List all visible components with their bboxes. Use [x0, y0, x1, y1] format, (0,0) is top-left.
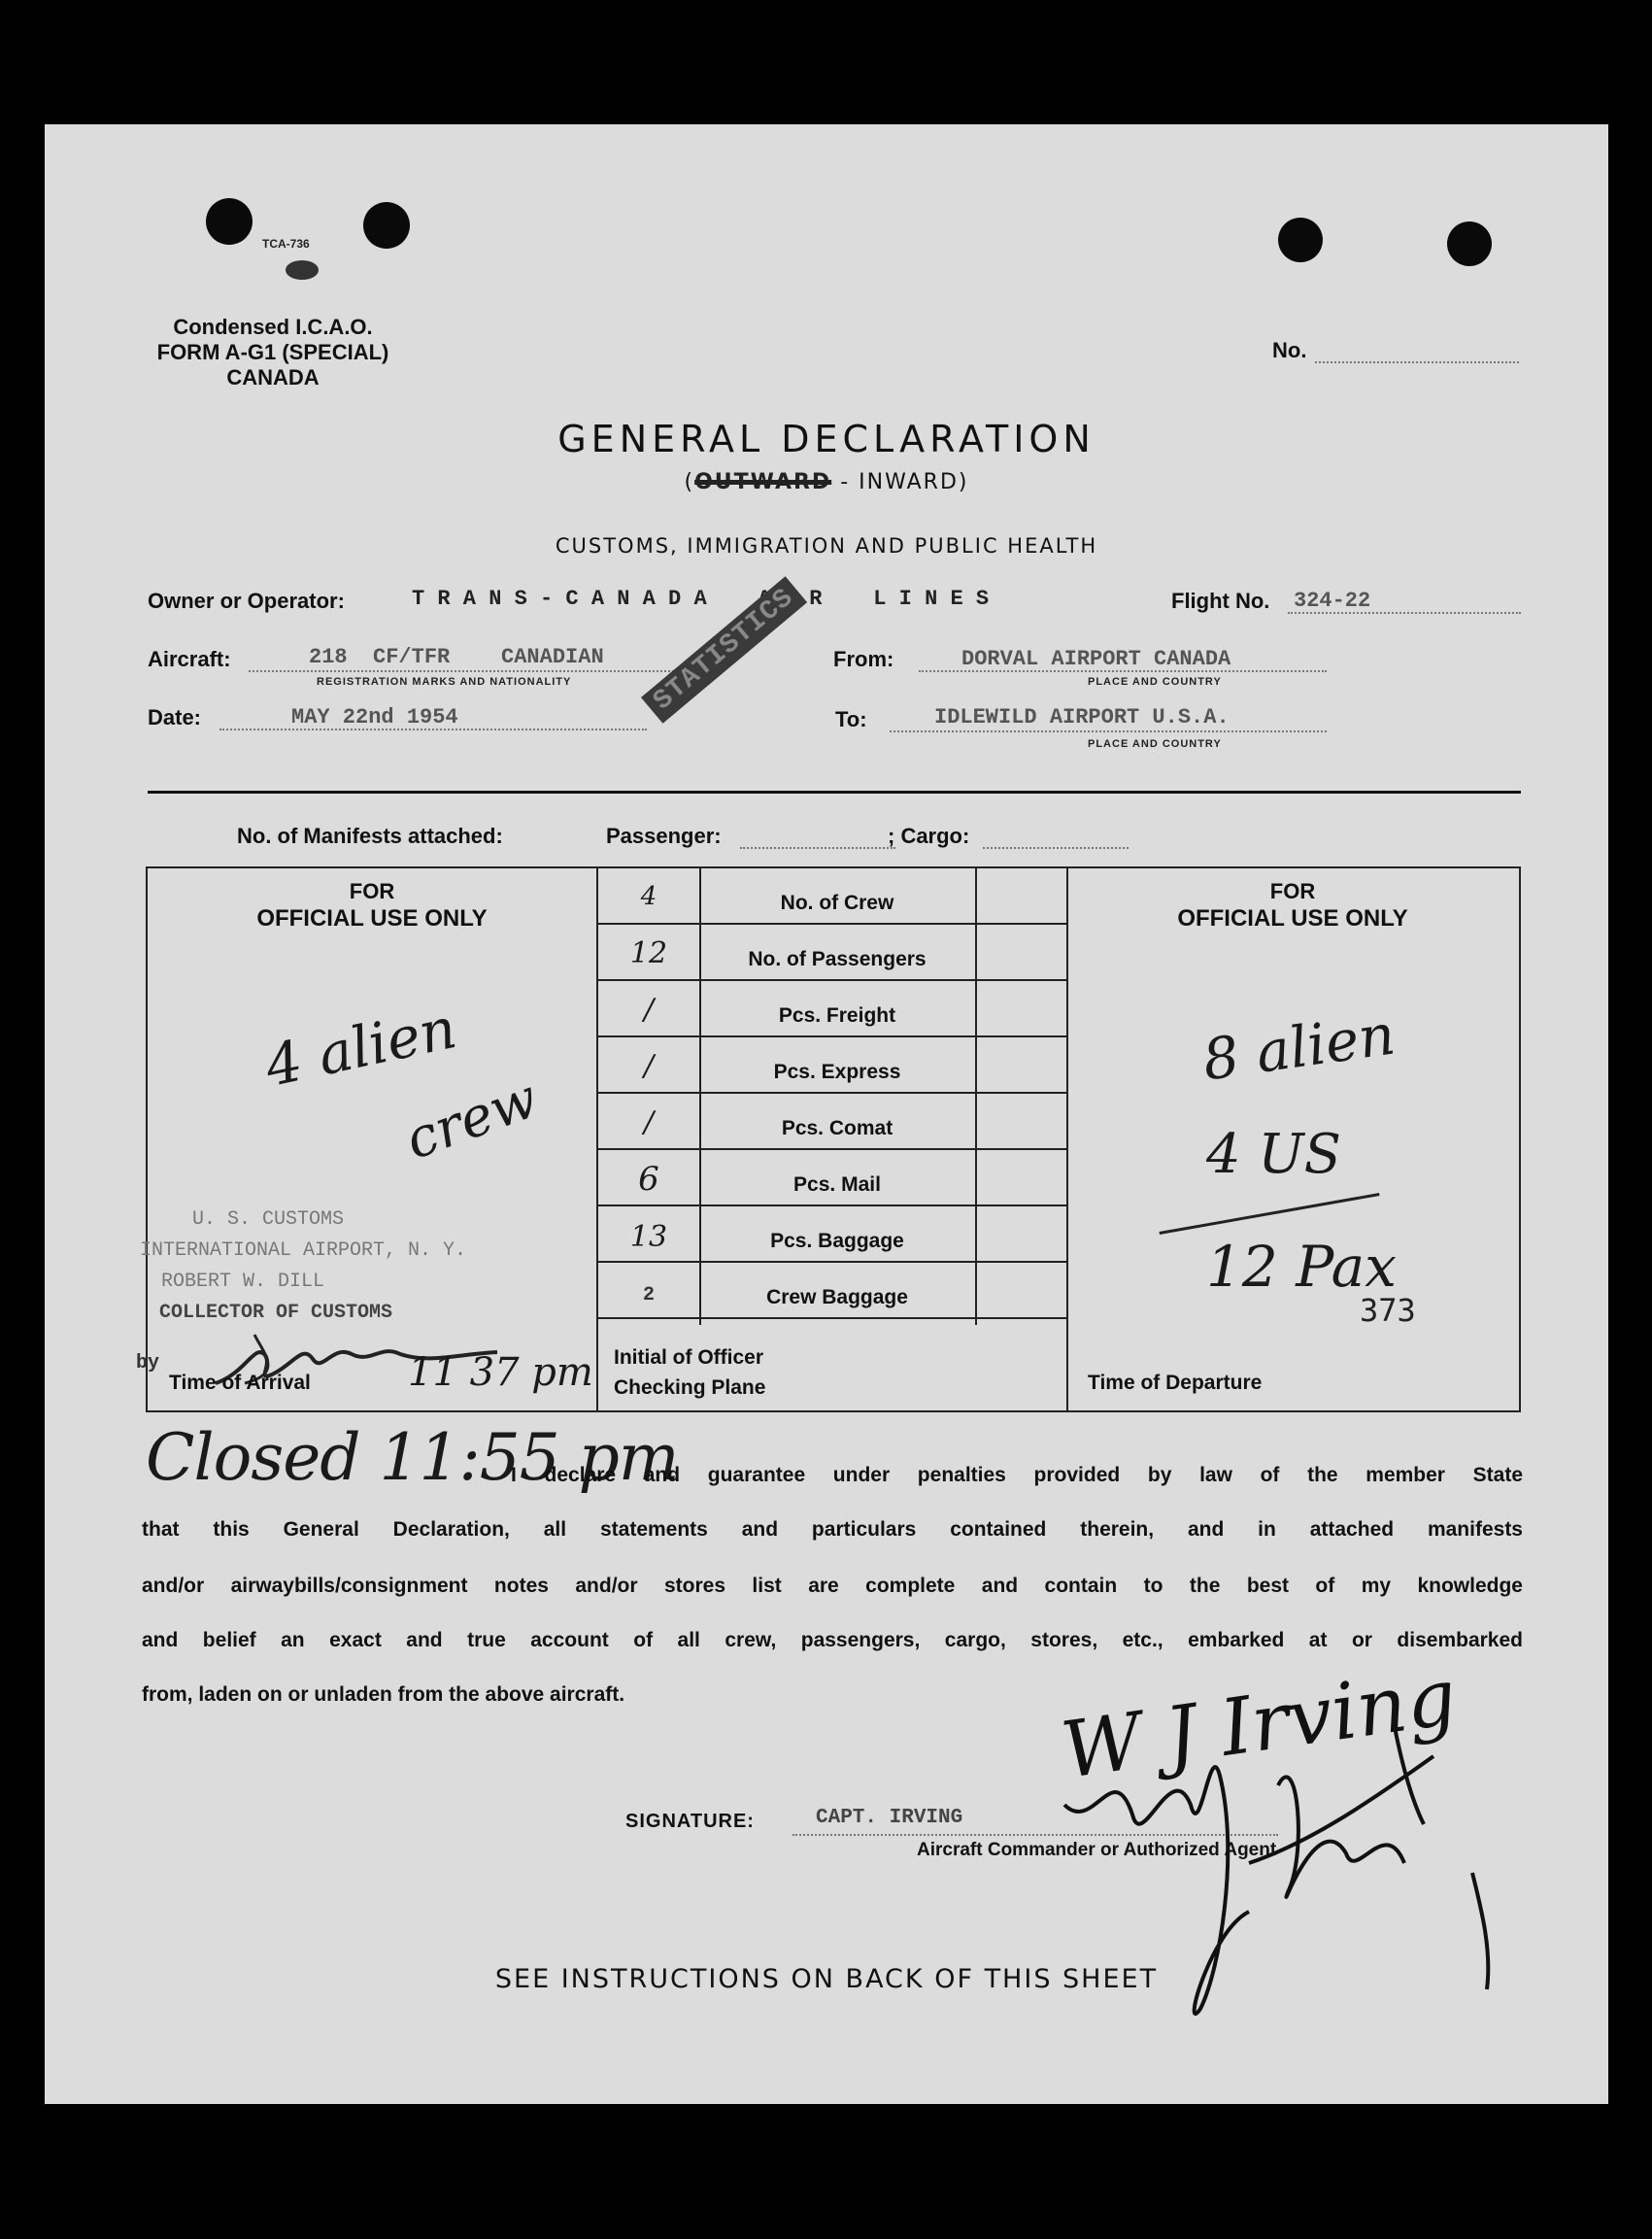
customs-stamp [140, 1204, 466, 1329]
crew-count: 4 [640, 882, 657, 911]
departure-label: Time of Departure [1088, 1372, 1263, 1394]
closed-note: Closed 11:55 pm [146, 1420, 679, 1495]
row-divider [598, 1317, 1066, 1319]
to-caption: PLACE AND COUNTRY [1088, 738, 1222, 750]
comat-label: Pcs. Comat [781, 1117, 893, 1139]
row-divider [598, 1261, 1066, 1263]
left-heading-line-2: OFFICIAL USE ONLY [256, 905, 488, 932]
customs-stamp-line-2: INTERNATIONAL AIRPORT, N. Y. [140, 1239, 467, 1262]
direction-line [45, 470, 1608, 494]
arrival-time: 11 37 pm [408, 1350, 593, 1395]
direction-struck: OUTWARD [694, 470, 832, 494]
operator-label: Owner or Operator: [148, 589, 345, 613]
from-label: From: [833, 647, 894, 671]
declaration-line-3: and/or airwaybills/consignment notes and/or stores list are complete and contain to the best of my knowledge [142, 1575, 1523, 1597]
form-line-3: CANADA [226, 365, 320, 390]
customs-stamp-line-1: U. S. CUSTOMS [192, 1208, 345, 1231]
form-identification [132, 315, 414, 390]
tally-line [1159, 1193, 1379, 1235]
customs-stamp-line-4: COLLECTOR OF CUSTOMS [159, 1302, 393, 1324]
baggage-count: 13 [629, 1220, 668, 1254]
declaration-sheet [45, 124, 1608, 2104]
footer-instructions: SEE INSTRUCTIONS ON BACK OF THIS SHEET [494, 1964, 1159, 1994]
signature-label: SIGNATURE: [625, 1811, 755, 1832]
form-line-1: Condensed I.C.A.O. [173, 315, 373, 339]
row-divider [598, 1035, 1066, 1037]
signature-typed-name: CAPT. IRVING [816, 1807, 963, 1829]
flight-label: Flight No. [1171, 589, 1270, 613]
tca-logo [286, 260, 319, 280]
aircraft-value: 218 CF/TFR CANADIAN [309, 645, 604, 669]
from-caption: PLACE AND COUNTRY [1088, 676, 1222, 688]
date-label: Date: [148, 705, 202, 729]
right-note-line-1: 8 alien [1198, 1001, 1399, 1094]
official-table [136, 866, 1521, 1412]
column-divider [1066, 868, 1068, 1410]
mail-count: 6 [638, 1160, 659, 1199]
declaration-line-1: I declare and guarantee under penalties provided by law of the member State [511, 1464, 1523, 1486]
cargo-manifest-line [983, 847, 1129, 849]
row-divider [598, 1204, 1066, 1206]
from-value: DORVAL AIRPORT CANADA [961, 647, 1231, 671]
express-count: / [643, 1049, 655, 1083]
flight-value: 324-22 [1294, 589, 1371, 613]
manifests-label: No. of Manifests attached: [237, 824, 503, 848]
left-heading-line-1: FOR [349, 879, 395, 903]
date-value: MAY 22nd 1954 [291, 705, 458, 729]
crew-label: No. of Crew [780, 892, 894, 914]
number-label: No. [1272, 338, 1307, 362]
left-note-line-1: 4 alien [259, 995, 462, 1100]
customs-stamp-line-3: ROBERT W. DILL [161, 1271, 325, 1293]
aircraft-line [249, 670, 725, 672]
crew-baggage-count: 2 [642, 1284, 655, 1306]
aircraft-label: Aircraft: [148, 647, 231, 671]
officer-line-2: Checking Plane [614, 1376, 766, 1399]
mail-label: Pcs. Mail [793, 1173, 881, 1196]
cargo-manifest-label: ; Cargo: [888, 824, 970, 848]
left-official-heading [148, 878, 596, 933]
row-divider [598, 1148, 1066, 1150]
customs-stamp-by: by [136, 1352, 160, 1374]
handwritten-signature: W J Irving [1056, 1651, 1462, 1796]
page-title: GENERAL DECLARATION [557, 418, 1096, 460]
row-divider [598, 923, 1066, 925]
crew-baggage-label: Crew Baggage [766, 1286, 908, 1308]
form-line-2: FORM A-G1 (SPECIAL) [156, 340, 389, 364]
right-heading-line-2: OFFICIAL USE ONLY [1177, 905, 1408, 932]
number-line [1315, 361, 1519, 363]
statistics-stamp-text: STATISTICS [648, 582, 800, 718]
passenger-manifest-label: Passenger: [606, 824, 722, 848]
signature-caption: Aircraft Commander or Authorized Agent [917, 1840, 1277, 1860]
declaration-line-5: from, laden on or unladen from the above aircraft. [142, 1683, 625, 1706]
row-divider [598, 979, 1066, 981]
aircraft-caption: REGISTRATION MARKS AND NATIONALITY [317, 676, 572, 688]
form-code: TCA-736 [262, 237, 310, 251]
passenger-manifest-line [740, 847, 895, 849]
right-official-heading [1068, 878, 1517, 933]
freight-count: / [643, 993, 655, 1027]
express-label: Pcs. Express [773, 1061, 901, 1083]
to-value: IDLEWILD AIRPORT U.S.A. [934, 705, 1230, 729]
arrival-label: Time of Arrival [169, 1372, 311, 1394]
right-heading-line-1: FOR [1269, 879, 1316, 903]
punch-hole [1447, 221, 1492, 266]
left-note-line-2: crew [397, 1067, 547, 1172]
direction-rest: - INWARD) [831, 470, 969, 494]
passenger-count: 12 [629, 936, 668, 970]
stamped-number: 373 [1360, 1292, 1416, 1329]
punch-hole [206, 198, 253, 245]
punch-hole [1278, 218, 1323, 262]
direction-open: ( [684, 470, 695, 494]
declaration-line-2: that this General Declaration, all statements and particulars contained therein, and in attached manifests [142, 1518, 1523, 1541]
baggage-label: Pcs. Baggage [770, 1230, 904, 1252]
declaration-line-4: and belief an exact and true account of all crew, passengers, cargo, stores, etc., embarked at or disembarked [142, 1629, 1523, 1651]
right-note-line-3: 12 Pax [1206, 1234, 1397, 1300]
right-note-line-2: 4 US [1206, 1123, 1341, 1186]
comat-count: / [643, 1105, 655, 1139]
page-subtitle: CUSTOMS, IMMIGRATION AND PUBLIC HEALTH [555, 534, 1098, 558]
section-divider [148, 791, 1521, 794]
to-line [890, 730, 1327, 732]
punch-hole [363, 202, 410, 249]
passenger-count-label: No. of Passengers [748, 948, 927, 970]
count-rows [598, 868, 1066, 1325]
to-label: To: [835, 707, 867, 731]
row-divider [598, 1092, 1066, 1094]
officer-line-1: Initial of Officer [614, 1346, 764, 1369]
operator-value: T R A N S - C A N A D A A I R L I N E S [412, 587, 990, 611]
freight-label: Pcs. Freight [778, 1004, 896, 1027]
officer-initial-label [614, 1342, 765, 1403]
